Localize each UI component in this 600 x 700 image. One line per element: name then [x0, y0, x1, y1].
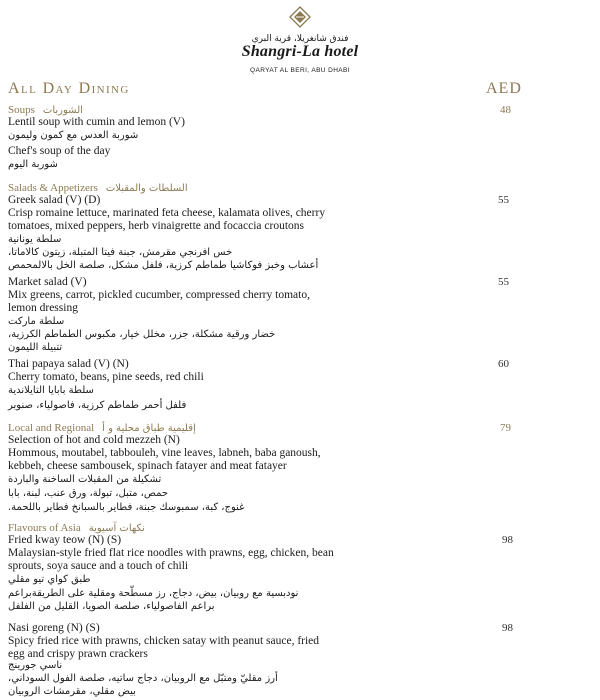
section-title: Soups: [8, 104, 35, 116]
dish-arabic-line: خضار ورقية مشكلة، جزر، مخلل خيار، مكبوس الطماطم الكرزية،: [8, 329, 276, 340]
description-line: Mix greens, carrot, pickled cucumber, compressed cherry tomato,: [8, 289, 310, 301]
section-title-arabic: الشوربات: [42, 105, 83, 116]
dish-name: Thai papaya salad (V) (N): [8, 358, 129, 370]
description-line: tomatoes, mixed peppers, herb vinaigrette and focaccia croutons: [8, 220, 305, 232]
description-line: lemon dressing: [8, 302, 78, 314]
description-line: egg and crispy prawn crackers: [8, 648, 148, 660]
dish-arabic-line: فلفل أحمر طماطم كرزية، فاصولياء، صنوبر: [8, 400, 187, 411]
dish-arabic-line: ناسي جورينج: [8, 660, 63, 671]
regional-price: 79: [500, 422, 511, 434]
dish-arabic-line: خس افرنجي مقرمش، جبنة فيتا المتبلة، زيتون كالاماتا،: [8, 247, 233, 258]
dish-arabic-line: حمص، متبل، تبولة، ورق عنب، لبنة، بابا: [8, 488, 169, 499]
description-line: sprouts, soya sauce and a touch of chili: [8, 560, 189, 572]
dish-arabic-line: نودبسية مع روبيان، بيض، دجاج، رز مسطّحة ومقلية على الطريقةبراعم: [8, 588, 299, 599]
dish-name-arabic: شوربة العدس مع كمون وليمون: [8, 130, 139, 141]
hotel-logo: [0, 6, 600, 74]
dish-description: [8, 447, 393, 473]
dish-description: [8, 635, 393, 661]
currency-label: AED: [486, 80, 522, 97]
soups-price: 48: [500, 104, 511, 116]
dish-arabic-line: أعشاب وخبز فوكاشيا طماطم كرزية، فلفل مشكل، صلصة الخل بالالمحمص: [8, 260, 319, 271]
section-title-arabic: السلطات والمقبلات: [105, 183, 188, 194]
description-line: Malaysian-style fried flat rice noodles with prawns, egg, chicken, bean: [8, 547, 334, 559]
logo-location: QARYAT AL BERI, ABU DHABI: [250, 67, 350, 74]
dish-name: Fried kway teow (N) (S): [8, 534, 122, 546]
dish-name: Nasi goreng (N) (S): [8, 622, 100, 634]
section-title: Local and Regional: [8, 422, 95, 434]
logo-hotel-name: Shangri-La hotel: [241, 43, 359, 60]
dish-arabic-line: أرز مقليّ ومتبّل مع الروبيان، دجاج ساتيه، صلصة الفول السوداني،: [8, 673, 278, 684]
dish-description: [8, 207, 393, 233]
dish-price: 55: [498, 276, 509, 288]
dish-arabic-line: براعم الفاصولياء، صلصة الصويا، القليل من الفلفل: [8, 601, 215, 612]
dish-name: Greek salad (V) (D): [8, 194, 101, 206]
dish-arabic-line: سلطة بابايا التايلاندية: [8, 385, 94, 396]
description-line: Cherry tomato, beans, pine seeds, red chili: [8, 371, 204, 383]
description-line: kebbeh, cheese sambousek, spinach fatayer and meat fatayer: [8, 460, 287, 472]
logo-arabic-name: فندق شانغريلا، قرية البري: [251, 34, 349, 44]
dish-description: [8, 547, 393, 573]
dish-arabic-line: تتبيلة الليمون: [8, 342, 63, 353]
menu-title: All Day Dining: [8, 80, 130, 97]
dish-name-arabic: شوربة اليوم: [8, 159, 58, 170]
dish-arabic-line: سلطة يونانية: [8, 234, 62, 245]
description-line: Hommous, moutabel, tabbouleh, vine leaves, labneh, baba ganoush,: [8, 447, 321, 459]
dish-arabic-line: تشكيلة من المقبلات الساخنة والباردة: [8, 474, 162, 485]
dish-price: 98: [502, 534, 513, 546]
section-title-arabic: نكهات آسيوية: [88, 523, 145, 534]
section-title: Salads & Appetizers: [8, 182, 98, 194]
section-title: Flavours of Asia: [8, 522, 81, 534]
dish-arabic-line: سلطة ماركت: [8, 316, 65, 327]
dish-price: 98: [502, 622, 513, 634]
description-line: Spicy fried rice with prawns, chicken satay with peanut sauce, fried: [8, 635, 320, 647]
dish-name: Selection of hot and cold mezzeh (N): [8, 434, 180, 446]
description-line: Crisp romaine lettuce, marinated feta cheese, kalamata olives, cherry: [8, 207, 326, 219]
section-soups-heading: [8, 104, 528, 116]
dish-description: [8, 371, 393, 384]
section-asia-heading: [8, 522, 528, 534]
section-salads-heading: [8, 182, 528, 194]
dish-arabic-line: غنوج، كبة، سمبوسك جبنة، فطاير بالسبانخ فطاير باللحمة.: [8, 502, 245, 513]
dish-name: Lentil soup with cumin and lemon (V): [8, 116, 185, 128]
shangri-la-emblem-icon: [289, 6, 311, 28]
section-title-arabic: إقليمية طباق محلية و أ: [102, 423, 196, 434]
dish-arabic-line: طبق كواي تيو مقلي: [8, 574, 91, 585]
dish-name: Market salad (V): [8, 276, 87, 288]
dish-name: Chef's soup of the day: [8, 145, 111, 157]
dish-description: [8, 289, 393, 315]
section-regional-heading: [8, 422, 528, 434]
dish-price: 60: [498, 358, 509, 370]
dish-price: 55: [498, 194, 509, 206]
dish-arabic-line: بيض مقلي، مقرمشات الروبيان: [8, 686, 136, 697]
